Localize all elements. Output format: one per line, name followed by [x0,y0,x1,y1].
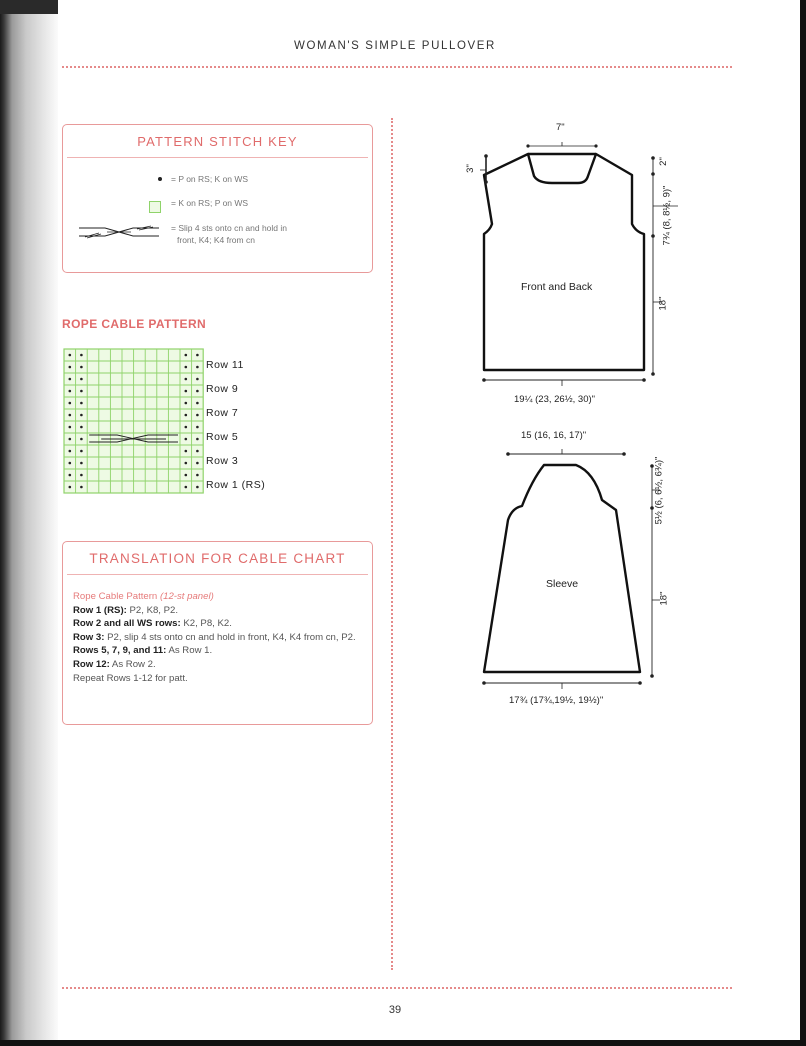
sleeve-cap-height-dim: 5½ (6, 6½, 6¾)" [653,456,665,525]
translation-heading-note: (12-st panel) [159,591,214,602]
scan-edge-top [0,0,58,14]
translation-line-text: P2, slip 4 sts onto cn and hold in front, K4, K4 from cn, P2. [104,631,356,643]
chart-row-label: Row 7 [206,407,239,419]
sleeve-lower-width-dim: 17¾ (17¾,19½, 19½)" [509,695,604,706]
key-entry-purl: = P on RS; K on WS [171,174,249,184]
rope-cable-title: ROPE CABLE PATTERN [62,317,207,331]
purl-dot-icon [69,474,72,477]
sleeve-upper-width-dim: 15 (16, 16, 17)" [521,430,587,441]
cable-cross-icon [77,224,161,240]
purl-dot-icon [69,486,72,489]
page-number: 39 [388,1004,402,1016]
running-head: WOMAN'S SIMPLE PULLOVER [294,40,496,52]
translation-line-label: Row 1 (RS): [73,604,127,616]
purl-dot-icon [80,462,83,465]
translation-line-text: As Row 1. [166,645,213,657]
purl-dot-icon [69,414,72,417]
purl-dot-icon [196,378,199,381]
translation-line [73,672,363,686]
purl-dot-icon [185,474,188,477]
purl-dot-icon [196,474,199,477]
purl-dot-icon [69,438,72,441]
purl-dot-icon [80,486,83,489]
purl-dot-icon [80,354,83,357]
body-length-dim: 18" [657,296,669,311]
purl-dot-icon [196,426,199,429]
shoulder-drop-dim: 2" [657,157,669,166]
purl-dot-icon [80,366,83,369]
purl-dot-icon [80,426,83,429]
translation-line-text: Repeat Rows 1-12 for patt. [73,672,188,684]
chart-row-label: Row 3 [206,455,239,467]
purl-dot-icon [69,390,72,393]
key-entry-knit: = K on RS; P on WS [171,198,249,208]
chart-row-label: Row 9 [206,383,239,395]
translation-body [73,590,363,685]
purl-dot-icon [185,402,188,405]
purl-dot-icon [196,414,199,417]
chart-row-label: Row 11 [206,359,244,371]
purl-dot-icon [196,462,199,465]
purl-dot-icon [196,366,199,369]
translation-line [73,644,363,658]
knit-square-icon [149,201,161,213]
purl-dot-icon [196,354,199,357]
purl-dot-icon [185,354,188,357]
purl-dot-icon [185,390,188,393]
stitch-key-box [62,124,373,273]
purl-dot-icon [80,450,83,453]
sleeve-piece-label: Sleeve [546,578,579,590]
key-entry-cable-line1: = Slip 4 sts onto cn and hold in [171,223,288,233]
purl-dot-icon [196,438,199,441]
translation-line-text: As Row 2. [109,658,156,670]
chart-row-label: Row 5 [206,431,239,443]
translation-line [73,617,363,631]
translation-line-label: Row 3: [73,631,105,643]
purl-dot-icon [185,438,188,441]
purl-dot-icon [80,414,83,417]
purl-dot-icon [80,378,83,381]
body-width-dim: 19¼ (23, 26½, 30)" [514,394,596,405]
translation-line-text: P2, K8, P2. [126,604,179,616]
purl-dot-icon [185,414,188,417]
purl-dot-icon [69,450,72,453]
neck-depth-dim: 3" [464,164,476,173]
key-entry-cable-line2: front, K4; K4 from cn [177,235,255,245]
purl-dot-icon [80,438,83,441]
purl-dot-icon [158,177,162,181]
translation-line [73,631,363,645]
header-rule [62,66,732,68]
scan-edge-bottom [0,1040,806,1046]
rope-cable-chart [63,348,205,494]
footer-rule [62,987,732,989]
purl-dot-icon [196,402,199,405]
purl-dot-icon [80,474,83,477]
translation-lines [73,604,363,686]
column-divider [391,118,393,970]
translation-line-label: Row 2 and all WS rows: [73,618,181,630]
purl-dot-icon [69,354,72,357]
purl-dot-icon [196,390,199,393]
purl-dot-icon [69,462,72,465]
translation-line [73,658,363,672]
stitch-key-title: PATTERN STITCH KEY [67,125,368,158]
translation-heading [73,590,363,604]
purl-dot-icon [196,486,199,489]
translation-line-label: Rows 5, 7, 9, and 11: [73,645,167,657]
purl-dot-icon [80,402,83,405]
translation-heading-name: Rope Cable Pattern [73,591,158,602]
purl-dot-icon [185,378,188,381]
purl-dot-icon [69,366,72,369]
sleeve-length-dim: 18" [658,591,670,606]
scan-edge-right [800,0,806,1046]
purl-dot-icon [185,426,188,429]
translation-line-text: K2, P8, K2. [180,618,232,630]
translation-box [62,541,373,725]
purl-dot-icon [185,366,188,369]
purl-dot-icon [69,426,72,429]
purl-dot-icon [196,450,199,453]
purl-dot-icon [185,486,188,489]
chart-row-label: Row 1 (RS) [206,479,266,491]
translation-title: TRANSLATION FOR CABLE CHART [67,542,368,575]
purl-dot-icon [80,390,83,393]
purl-dot-icon [185,462,188,465]
neck-width-dim: 7" [556,122,565,133]
sleeve-schematic [462,440,702,710]
translation-line-label: Row 12: [73,658,110,670]
purl-dot-icon [185,450,188,453]
purl-dot-icon [69,378,72,381]
book-spine-shadow [0,0,58,1046]
purl-dot-icon [69,402,72,405]
armhole-depth-dim: 7¾ (8, 8½, 9)" [661,185,673,246]
body-piece-label: Front and Back [521,281,593,293]
translation-line [73,604,363,618]
